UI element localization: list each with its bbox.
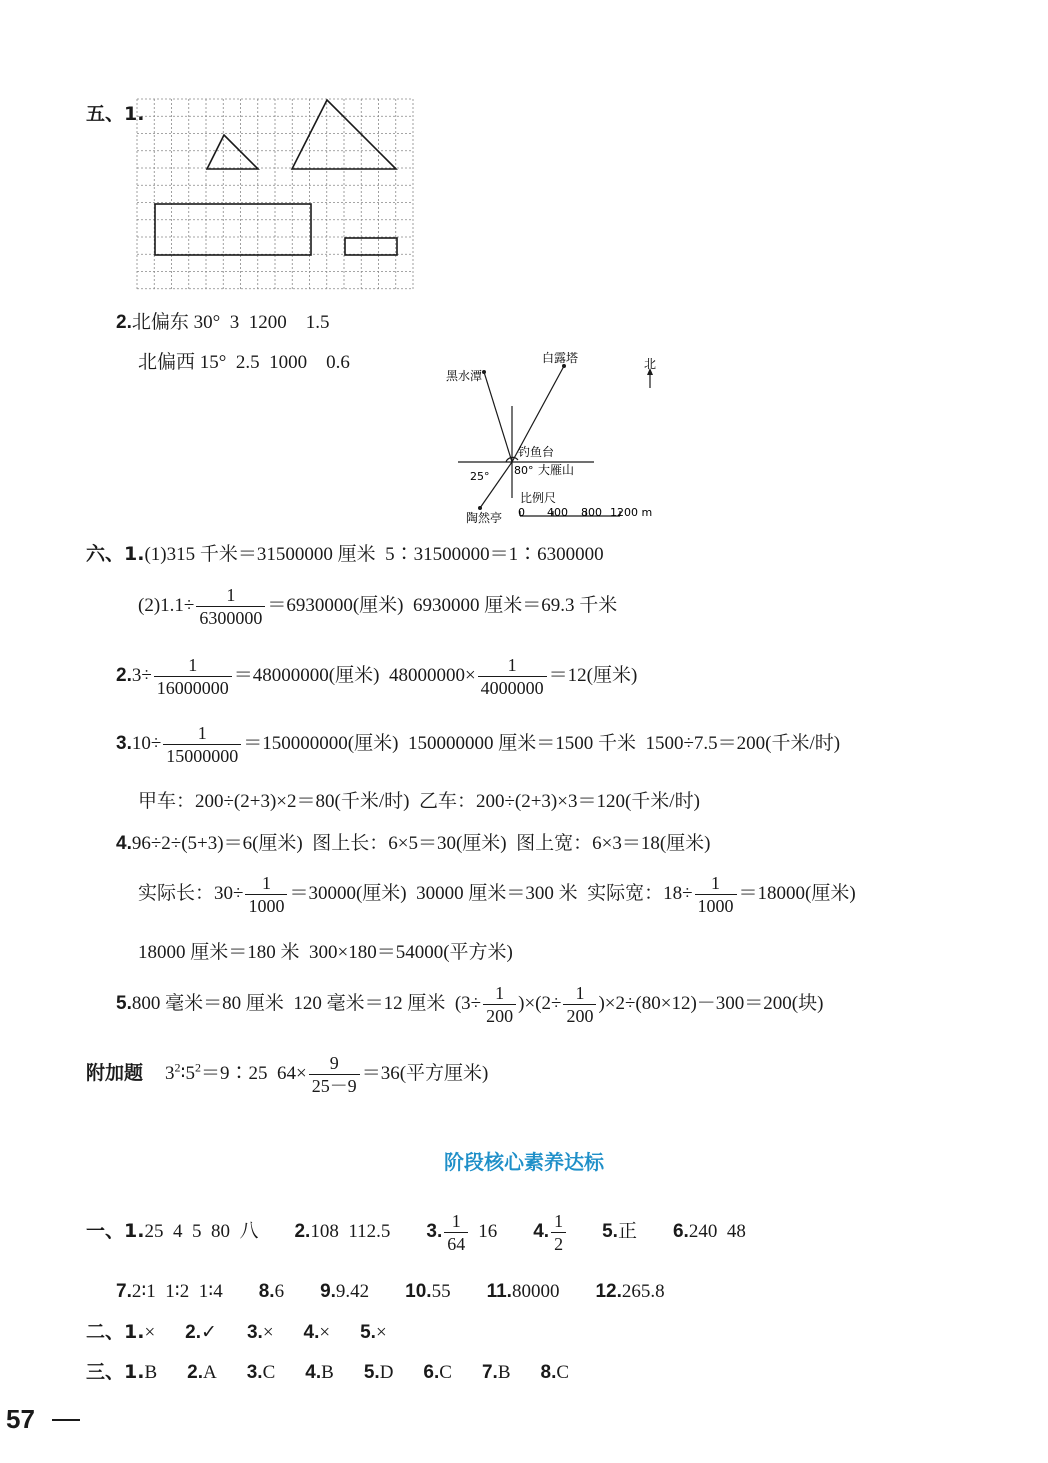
fraction: $\frac{1}{6300000}$	[196, 586, 265, 627]
s5-q2-row1: 2.北偏东 30° 3 1200 1.5	[116, 312, 330, 333]
small-rectangle	[345, 238, 397, 255]
fraction: $\frac{1}{200}$	[563, 984, 596, 1025]
p2-row: 二、1.× 2.✓ 3.× 4.× 5.×	[86, 1321, 387, 1343]
scale-tick-1200: 1200 m	[610, 506, 653, 519]
fraction: $\frac{1}{1000}$	[695, 874, 737, 915]
north-label: 北	[644, 357, 657, 371]
s6-q3-line1: 3.10÷ $\frac{1}{15000000}$ ＝150000000(厘米) 150000000 厘米＝1500 千米 1500÷7.5＝200(千米/时)	[116, 723, 841, 766]
q-label: 五、1.	[86, 103, 145, 125]
fraction: $\frac{1}{200}$	[483, 984, 516, 1025]
page-number-dash	[52, 1419, 80, 1421]
fraction: $\frac{1}{1000}$	[245, 874, 287, 915]
s6-q4-line2: 实际长：30÷ $\frac{1}{1000}$ ＝30000(厘米) 30000 厘米＝300 米 实际宽：18÷ $\frac{1}{1000}$ ＝18000(厘米)	[138, 873, 856, 916]
large-rectangle	[155, 204, 311, 255]
angle-80-label: 80°	[514, 464, 534, 477]
s6-q1a: 六、1.(1)315 千米＝31500000 厘米 5∶31500000＝1∶6300000	[86, 543, 604, 565]
scale-label: 比例尺	[520, 491, 557, 505]
small-triangle	[207, 135, 258, 169]
fraction: $\frac{1}{2}$	[551, 1212, 566, 1253]
stage-title: 阶段核心素养达标	[444, 1150, 604, 1174]
s6-q4-line1: 4.96÷2÷(5+3)＝6(厘米) 图上长：6×5＝30(厘米) 图上宽：6×3＝18(厘米)	[116, 833, 711, 854]
fraction: $\frac{1}{64}$	[444, 1212, 468, 1253]
angle-25-label: 25°	[470, 470, 490, 483]
s6-q4-line3: 18000 厘米＝180 米 300×180＝54000(平方米)	[138, 942, 513, 963]
fraction: $\frac{1}{4000000}$	[478, 656, 547, 697]
scale-tick-400: 400	[547, 506, 568, 519]
s5-q2-row2: 北偏西 15° 2.5 1000 0.6	[138, 352, 350, 373]
extra-question: 附加题 $3^2∶5^2=9∶25$ 64× $\frac{9}{25-9}$ ＝36(平方厘米)	[86, 1053, 489, 1096]
heishuitan-label: 黑水潭	[446, 369, 483, 383]
p1-row2: 7.2∶1 1∶2 1∶4 8.6 9.9.42 10.55 11.80000 12.265.8	[116, 1281, 665, 1302]
grid-figure	[134, 96, 416, 292]
diaoyutai-label: 钓鱼台	[518, 445, 555, 459]
s6-q1b: (2)1.1÷ $\frac{1}{6300000}$ ＝6930000(厘米) 6930000 厘米＝69.3 千米	[138, 585, 618, 628]
s6-q3-line2: 甲车：200÷(2+3)×2＝80(千米/时) 乙车：200÷(2+3)×3＝120(千米/时)	[138, 791, 700, 812]
fraction: $\frac{1}{15000000}$	[163, 724, 241, 765]
bailuta-label: 白露塔	[542, 351, 579, 365]
s6-q2: 2.3÷ $\frac{1}{16000000}$ ＝48000000(厘米) 48000000× $\frac{1}{4000000}$ ＝12(厘米)	[116, 655, 638, 698]
direction-map	[444, 348, 684, 528]
fraction: $\frac{9}{25-9}$	[309, 1054, 360, 1095]
fraction: $\frac{1}{16000000}$	[154, 656, 232, 697]
p1-row1: 一、1.25 4 5 80 八 2.108 112.5 3. $\frac{1}{64}$ 16 4. $\frac{1}{2}$ 5.正 6.240 48	[86, 1211, 746, 1254]
large-triangle	[292, 100, 396, 169]
dayanshan-label: 大雁山	[538, 463, 575, 477]
scale-tick-800: 800	[581, 506, 602, 519]
s6-q5: 5.800 毫米＝80 厘米 120 毫米＝12 厘米 (3÷ $\frac{1}{200}$ )×(2÷ $\frac{1}{200}$ )×2÷(80×12)－300＝200(块)	[116, 983, 824, 1026]
scale-tick-0: 0	[518, 506, 525, 519]
p3-row: 三、1.B 2.A 3.C 4.B 5.D 6.C 7.B 8.C	[86, 1361, 570, 1383]
taoranting-label: 陶然亭	[466, 511, 503, 525]
page-number: 57	[6, 1404, 35, 1434]
